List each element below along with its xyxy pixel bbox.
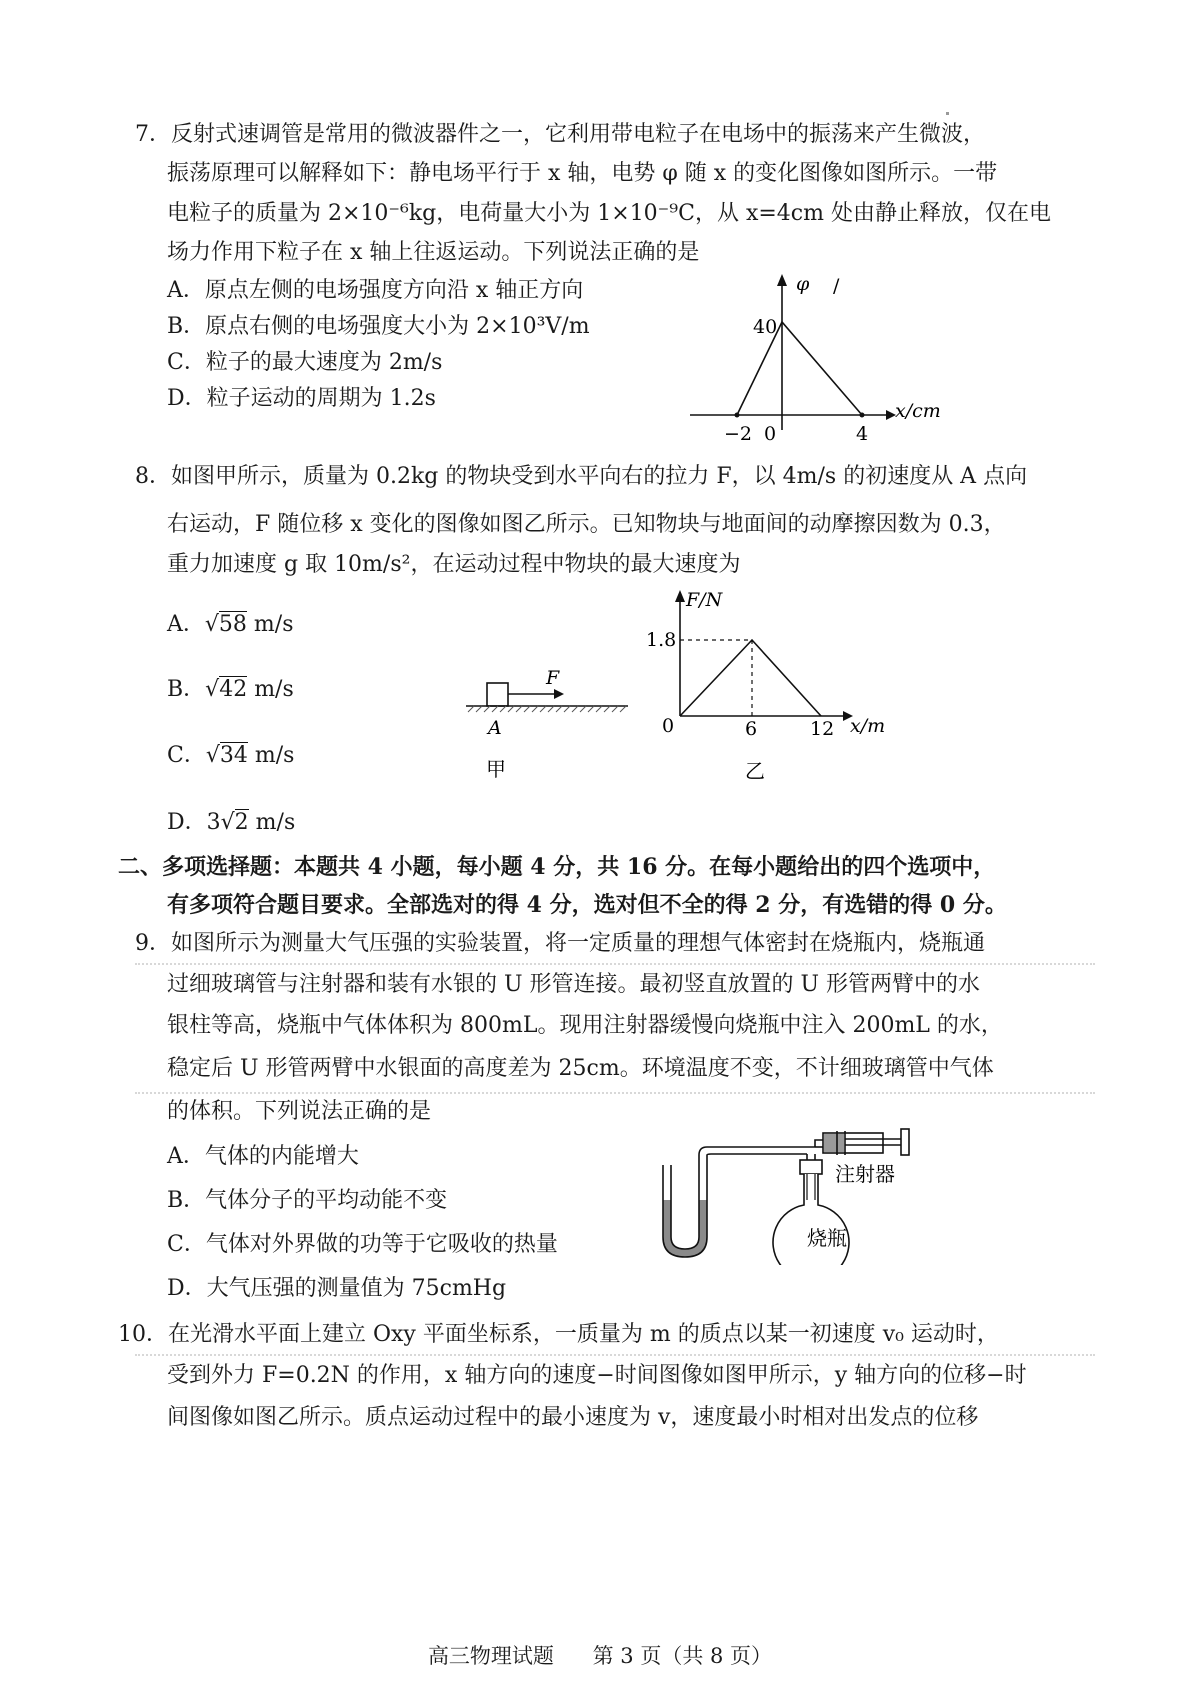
q9-line-3: 银柱等高，烧瓶中气体体积为 800mL。现用注射器缓慢向烧瓶中注入 200mL 的水， [167,1013,1003,1038]
q7-line-1: 7．反射式速调管是常用的微波器件之一，它利用带电粒子在电场中的振荡来产生微波， [135,122,985,147]
q8-x-axis-label: x/m [850,715,886,737]
dotted-rule [135,963,1095,965]
q8-option-a: A．√58 m/s [167,612,294,637]
q7-phi-label: φ [796,273,810,295]
sqrt-sign: √ [220,810,235,835]
footer-page-number: 第 3 页（共 8 页） [592,1644,773,1668]
scan-speck [946,112,949,115]
q9-option-a: A．气体的内能增大 [167,1144,359,1169]
dotted-rule [135,1092,1095,1094]
sqrt-sign: √ [205,677,220,702]
q7-line-4: 场力作用下粒子在 x 轴上往返运动。下列说法正确的是 [167,240,700,265]
sqrt-sign: √ [205,743,220,768]
q9-line-2: 过细玻璃管与注射器和装有水银的 U 形管连接。最初竖直放置的 U 形管两臂中的水 [167,972,981,997]
q9-option-d: D．大气压强的测量值为 75cmHg [167,1276,507,1301]
q8-point-a-label: A [488,717,502,739]
q8-option-b: B．√42 m/s [167,677,294,702]
q7-option-c: C．粒子的最大速度为 2m/s [167,350,443,375]
q8-origin-label: 0 [662,715,675,737]
section2-heading-line-1: 二、多项选择题：本题共 4 小题，每小题 4 分，共 16 分。在每小题给出的四个选项中， [118,854,996,880]
flask-label: 烧瓶 [807,1226,847,1250]
q7-line-3: 电粒子的质量为 2×10⁻⁶kg，电荷量大小为 1×10⁻⁹C，从 x=4cm 处由静止释放，仅在电 [167,201,1051,226]
q7-potential-graph [690,270,960,450]
q8-option-c: C．√34 m/s [167,743,295,768]
q7-option-a: A．原点左侧的电场强度方向沿 x 轴正方向 [167,278,584,303]
q7-option-b: B．原点右侧的电场强度大小为 2×10³V/m [167,314,590,339]
q8-caption-yi: 乙 [745,759,765,783]
q10-line-2: 受到外力 F=0.2N 的作用，x 轴方向的速度−时间图像如图甲所示，y 轴方向的位移−时 [167,1363,1027,1388]
q8-tick-6: 6 [745,718,758,740]
sqrt-sign: √ [204,612,219,637]
q8-figure-jia [460,660,640,790]
q7-option-d: D．粒子运动的周期为 1.2s [167,386,436,411]
q7-slash-mark: / [833,275,840,297]
dotted-rule [135,1354,1095,1356]
q7-x-axis-label: x/cm [895,400,941,422]
q7-tick-4: 4 [856,423,869,445]
q7-tick-minus2: −2 [724,423,753,445]
section2-heading-line-2: 有多项符合题目要求。全部选对的得 4 分，选对但不全的得 2 分，有选错的得 0 分。 [167,892,1007,918]
q8-force-label: F [546,667,560,689]
q8-line-3: 重力加速度 g 取 10m/s²，在运动过程中物块的最大速度为 [167,552,741,577]
q9-line-4: 稳定后 U 形管两臂中水银面的高度差为 25cm。环境温度不变，不计细玻璃管中气体 [167,1056,994,1081]
q7-line-2: 振荡原理可以解释如下：静电场平行于 x 轴，电势 φ 随 x 的变化图像如图所示。一带 [167,161,998,186]
syringe-label: 注射器 [835,1162,895,1186]
q8-line-2: 右运动，F 随位移 x 变化的图像如图乙所示。已知物块与地面间的动摩擦因数为 0.3， [167,512,1006,537]
q8-y-axis-label: F/N [686,589,723,611]
q8-peak-label: 1.8 [646,629,677,651]
q8-figure-yi [640,582,910,792]
q8-tick-12: 12 [810,718,835,740]
q8-caption-jia: 甲 [486,757,506,781]
q9-line-1: 9．如图所示为测量大气压强的实验装置，将一定质量的理想气体密封在烧瓶内，烧瓶通 [135,931,985,956]
q9-option-c: C．气体对外界做的功等于它吸收的热量 [167,1232,558,1257]
q9-line-5: 的体积。下列说法正确的是 [167,1099,432,1124]
q8-line-1: 8．如图甲所示，质量为 0.2kg 的物块受到水平向右的拉力 F，以 4m/s 的初速度从 A 点向 [135,464,1028,489]
q8-option-d: D．3√2 m/s [167,810,296,835]
q9-apparatus-figure [655,1125,945,1265]
q10-line-3: 间图像如图乙所示。质点运动过程中的最小速度为 v，速度最小时相对出发点的位移 [167,1405,979,1430]
q7-peak-label: 40 [753,316,778,338]
page-footer [0,1640,1200,1670]
q9-option-b: B．气体分子的平均动能不变 [167,1188,448,1213]
q7-origin-label: 0 [764,423,777,445]
q10-line-1: 10．在光滑水平面上建立 Oxy 平面坐标系，一质量为 m 的质点以某一初速度 v₀ 运动时， [118,1322,999,1347]
footer-title: 高三物理试题 [427,1644,554,1668]
